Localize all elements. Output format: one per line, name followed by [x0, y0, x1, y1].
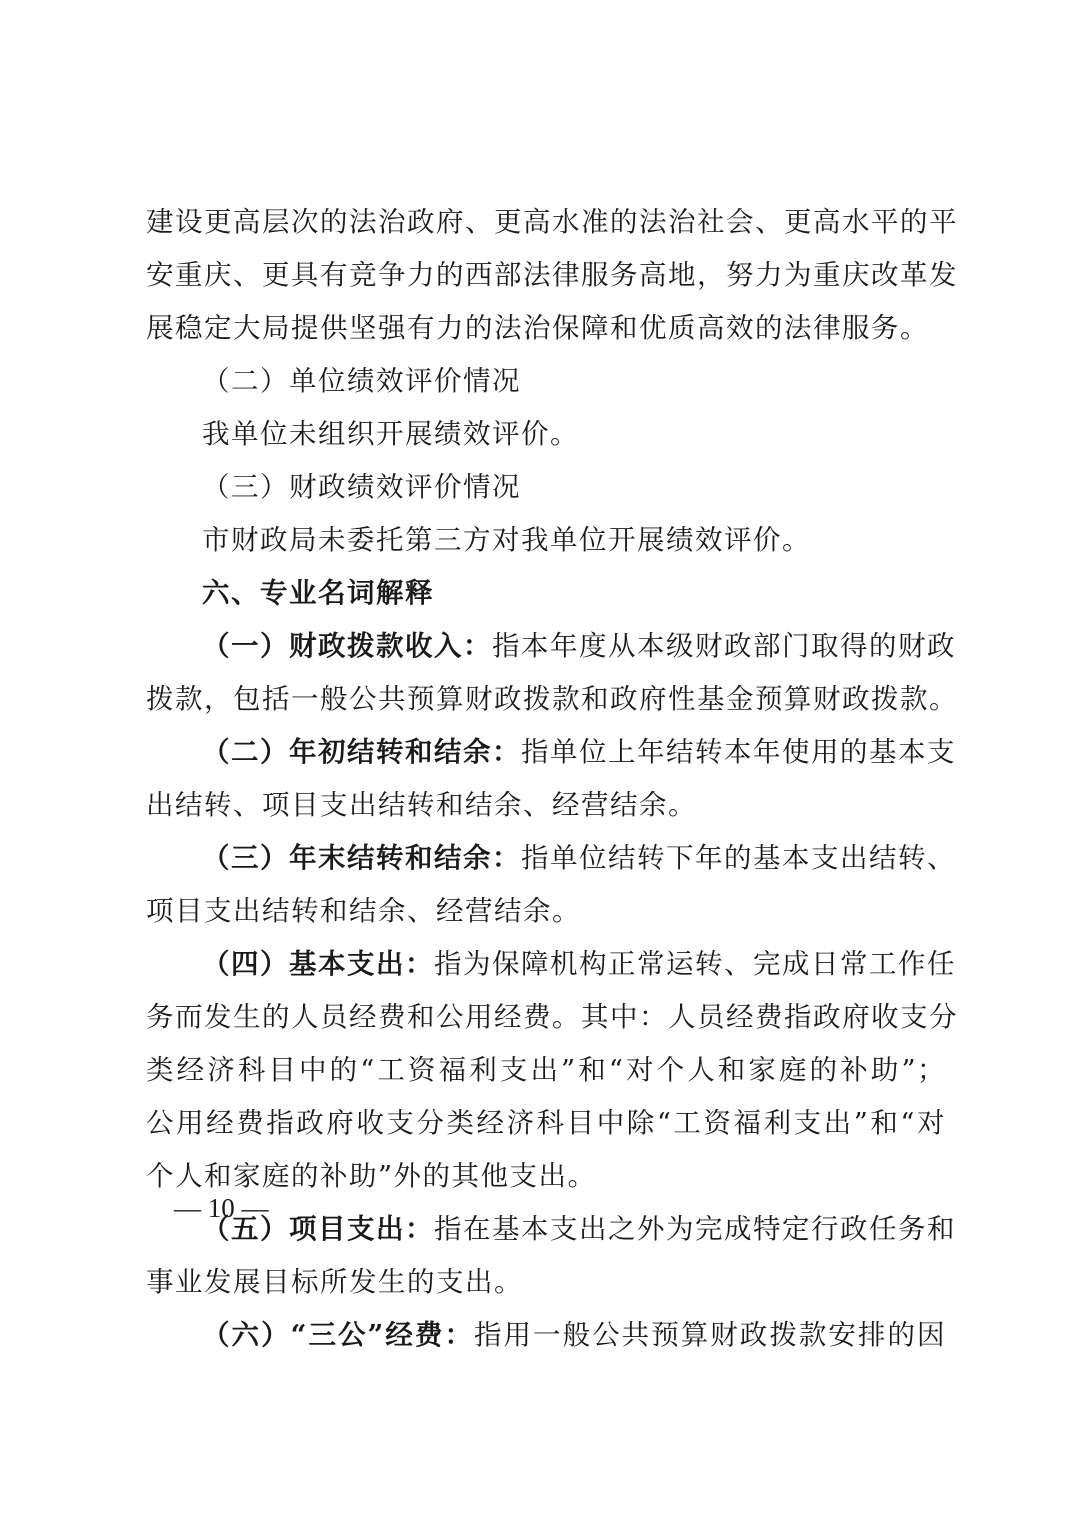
definition-term: （三）年末结转和结余： — [202, 842, 521, 874]
paragraph-line: 拨款，包括一般公共预算财政拨款和政府性基金预算财政拨款。 — [146, 683, 958, 715]
definition-line — [146, 832, 956, 885]
definition-text: 指本年度从本级财政部门取得的财政 — [492, 630, 956, 662]
definition-term: （六）“三公”经费： — [202, 1319, 474, 1351]
definition-text: 指用一般公共预算财政拨款安排的因 — [473, 1319, 946, 1351]
definition-text: 指单位结转下年的基本支出结转、 — [521, 842, 956, 874]
definition-line — [146, 1309, 946, 1362]
paragraph-line: 类经济科目中的“工资福利支出”和“对个人和家庭的补助”； — [146, 1054, 946, 1086]
paragraph-line: 市财政局未委托第三方对我单位开展绩效评价。 — [202, 524, 811, 556]
definition-text: 指在基本支出之外为完成特定行政任务和 — [434, 1213, 956, 1245]
definition-text: 指单位上年结转本年使用的基本支 — [521, 736, 956, 768]
paragraph-line: 务而发生的人员经费和公用经费。其中：人员经费指政府收支分 — [146, 1001, 958, 1033]
definition-line — [146, 620, 956, 673]
section-heading: （二）单位绩效评价情况 — [202, 365, 521, 397]
paragraph-line: 公用经费指政府收支分类经济科目中除“工资福利支出”和“对 — [146, 1107, 946, 1139]
paragraph-line: 出结转、项目支出结转和结余、经营结余。 — [146, 789, 697, 821]
section-heading: （三）财政绩效评价情况 — [202, 471, 521, 503]
page-number: — 10 — — [174, 1193, 269, 1223]
paragraph-line: 安重庆、更具有竞争力的西部法律服务高地，努力为重庆改革发 — [146, 259, 958, 291]
paragraph-line: 项目支出结转和结余、经营结余。 — [146, 895, 581, 927]
paragraph-line: 建设更高层次的法治政府、更高水准的法治社会、更高水平的平 — [146, 206, 958, 238]
definition-term: （四）基本支出： — [202, 948, 434, 980]
paragraph-line: 我单位未组织开展绩效评价。 — [202, 418, 579, 450]
definition-term: （一）财政拨款收入： — [202, 630, 492, 662]
definition-term: （五）项目支出： — [202, 1213, 434, 1245]
chapter-heading: 六、专业名词解释 — [202, 577, 434, 609]
paragraph-line: 个人和家庭的补助”外的其他支出。 — [146, 1160, 597, 1192]
definition-term: （二）年初结转和结余： — [202, 736, 521, 768]
definition-line — [146, 726, 956, 779]
definition-line — [146, 938, 956, 991]
paragraph-line: 事业发展目标所发生的支出。 — [146, 1266, 523, 1298]
paragraph-line: 展稳定大局提供坚强有力的法治保障和优质高效的法律服务。 — [146, 312, 929, 344]
definition-text: 指为保障机构正常运转、完成日常工作任 — [434, 948, 956, 980]
